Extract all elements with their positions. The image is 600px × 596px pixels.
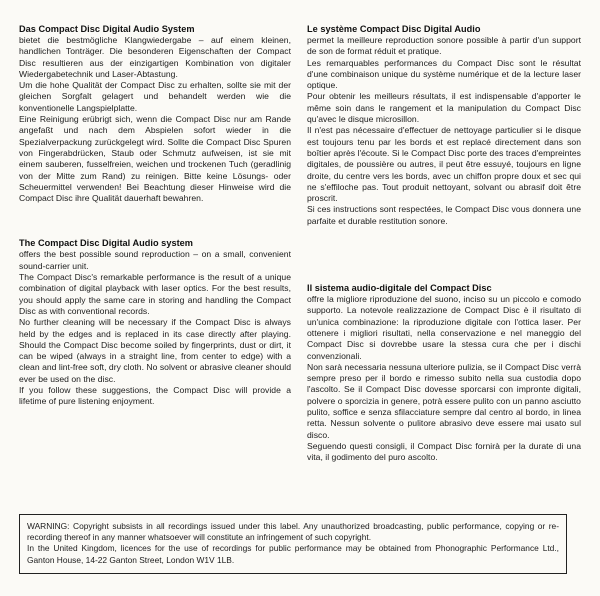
german-section	[19, 23, 291, 204]
licence-note-text: In the United Kingdom, licences for the use of recordings for public performance may be obtained from Phonographic Performance Ltd., Ganton House, 14-22 Ganton Street, London W1V 1LB.	[27, 543, 559, 565]
right-column	[307, 23, 581, 479]
italian-paragraph: Non sarà necessaria nessuna ulteriore pulizia, se il Compact Disc verrà sempre preso per il bordo e rimesso subito nella sua custodia dopo l'ascolto. Se il Compact Disc dovesse sporcarsi con impronte digitali, polvere o sporcizia in genere, potrà essere pulito con un panno asciutto pulito, soffice e senza sfilacciature sempre dal centro al bordo, in linea retta. Nessun solvente o pulitore abrasivo deve essere mai usato sul disco.	[307, 361, 581, 440]
english-paragraph: If you follow these suggestions, the Compact Disc will provide a lifetime of pure listening enjoyment.	[19, 385, 291, 407]
italian-paragraph: Seguendo questi consigli, il Compact Disc fornirà per la durate di una vita, il godimento del puro ascolto.	[307, 440, 581, 463]
french-heading: Le système Compact Disc Digital Audio	[307, 24, 481, 34]
french-paragraph: Pour obtenir les meilleurs résultats, il est indispensable d'apporter le même soin dans le rangement et la manipulation du Compact Disc qu'avec le disque microsillon.	[307, 91, 581, 125]
german-paragraph: Um die hohe Qualität der Compact Disc zu erhalten, sollte sie mit der gleichen Sorgfalt gelagert und behandelt werden wie die konventionelle Langspielplatte.	[19, 80, 291, 113]
italian-heading: Il sistema audio-digitale del Compact Disc	[307, 283, 492, 294]
english-paragraph: offers the best possible sound reproduction – on a small, convenient sound-carrier unit.	[19, 249, 291, 271]
italian-paragraph: offre la migliore riproduzione del suono, inciso su un piccolo e comodo supporto. La notevole realizzazione de Compact Disc è il risultato di un'unica combinazione: la riproduzione digitale con l'ottica laser. Per ottenere i migliori risultati, nella conservazione e nel maneggio del Compact Disc si dovrebbe usare la stessa cura che per i dischi convenzionali.	[307, 294, 581, 361]
english-section	[19, 237, 291, 407]
copyright-warning-text: WARNING: Copyright subsists in all recordings issued under this label. Any unauthorized broadcasting, public performance, copying or re-recording thereof in any manner whatsoever will constitute an infringement of such copyright.	[27, 521, 559, 543]
german-paragraph: Eine Reinigung erübrigt sich, wenn die Compact Disc nur am Rande angefaßt und nach dem Abspielen sofort wieder in die Spezialverpackung zurückgelegt wird. Sollte die Compact Disc Spuren von Fingerabdrücken, Staub oder Schmutz aufweisen, ist sie mit einem sauberen, fusselfreien, weichen und trockenen Tuch (geradlinig von der Mitte zum Rand) zu reinigen. Bitte keine Lösungs- oder Scheuermittel verwenden! Bei Beachtung dieser Hinweise wird die Compact Disc ihre Qualität dauerhaft bewahren.	[19, 114, 291, 204]
italian-section	[307, 282, 581, 463]
left-column	[19, 23, 291, 423]
french-section	[307, 23, 581, 227]
copyright-warning-box	[19, 514, 567, 574]
english-paragraph: No further cleaning will be necessary if the Compact Disc is always held by the edges and is replaced in its case directly after playing. Should the Compact Disc become soiled by fingerprints, dust or dirt, it can be wiped (always in a straight line, from center to edge) with a clean and lint-free soft, dry cloth. No solvent or abrasive cleaner should ever be used on the disc.	[19, 317, 291, 384]
german-heading: Das Compact Disc Digital Audio System	[19, 24, 195, 34]
german-paragraph: bietet die bestmögliche Klangwiedergabe – auf einem kleinen, handlichen Tonträger. Die besonderen Eigenschaften der Compact Disc resultieren aus der einzigartigen Kombination von digitaler Wiedergabetechnik und Laser-Abtastung.	[19, 35, 291, 79]
french-paragraph: Si ces instructions sont respectées, le Compact Disc vous donnera une parfaite et durable restitution sonore.	[307, 204, 581, 226]
french-paragraph: permet la meilleure reproduction sonore possible à partir d'un support de son de format réduit et pratique.	[307, 35, 581, 57]
english-heading: The Compact Disc Digital Audio system	[19, 238, 193, 249]
english-paragraph: The Compact Disc's remarkable performance is the result of a unique combination of digital playback with laser optics. For the best results, you should apply the same care in storing and handling the Compact Disc as with conventional records.	[19, 272, 291, 316]
french-paragraph: Les remarquables performances du Compact Disc sont le résultat d'une combinaison unique du système numérique et de la lecture laser optique.	[307, 57, 581, 91]
french-paragraph: Il n'est pas nécessaire d'effectuer de nettoyage particulier si le disque est toujours tenu par les bords et est replacé directement dans son boîtier après l'écoute. Si le Compact Disc porte des traces d'empreintes digitales, de poussière ou autres, il peut être essuyé, toujours en ligne droite, du centre vers les bords, avec un chiffon propre doux et sec qui ne s'effiloche pas. Tout produit nettoyant, solvant ou abrasif doit être proscrit.	[307, 125, 581, 204]
